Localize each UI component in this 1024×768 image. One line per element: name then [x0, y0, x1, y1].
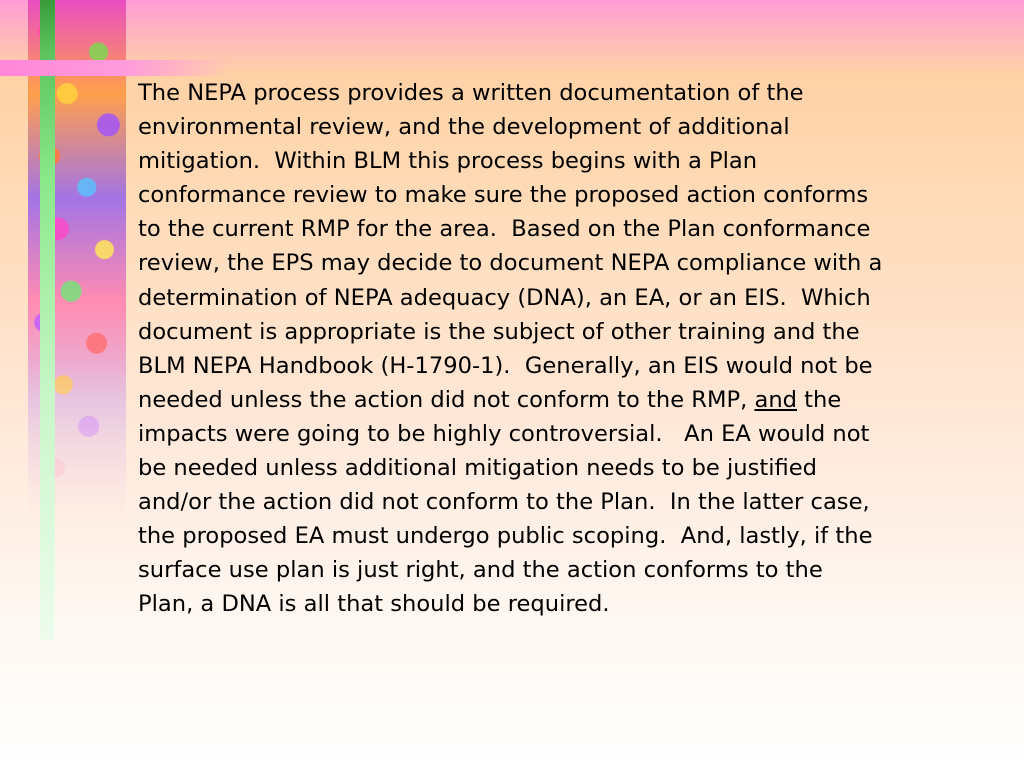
text-line: BLM NEPA Handbook (H-1790-1). Generally, an EIS would not be [138, 352, 873, 379]
text-line: review, the EPS may decide to document NEPA compliance with a [138, 250, 883, 277]
text-line: be needed unless additional mitigation needs to be justified [138, 455, 817, 482]
text-line: determination of NEPA adequacy (DNA), an EA, or an EIS. Which [138, 284, 871, 311]
horizontal-pink-bar [0, 60, 230, 76]
text-line: The NEPA process provides a written documentation of the [138, 80, 804, 106]
text-line: environmental review, and the development of additional [138, 114, 790, 141]
text-line: document is appropriate is the subject of other training and the [138, 318, 860, 345]
text-line: and/or the action did not conform to the Plan. In the latter case, [138, 489, 870, 516]
text-line: Plan, a DNA is all that should be required. [138, 591, 610, 618]
underlined-and: and [754, 386, 797, 413]
text-line: needed unless the action did not conform to the RMP, [138, 386, 755, 413]
text-line: conformance review to make sure the proposed action conforms [138, 182, 869, 209]
text-line: impacts were going to be highly controversial. An EA would not [138, 420, 870, 447]
text-line: mitigation. Within BLM this process begins with a Plan [138, 148, 758, 175]
vertical-green-bar [40, 0, 55, 640]
text-line: surface use plan is just right, and the action conforms to the [138, 557, 823, 584]
text-line-tail: the [797, 386, 842, 413]
slide-body-paragraph [138, 76, 1016, 622]
text-line: the proposed EA must undergo public scoping. And, lastly, if the [138, 523, 873, 550]
text-line: to the current RMP for the area. Based on the Plan conformance [138, 216, 871, 243]
